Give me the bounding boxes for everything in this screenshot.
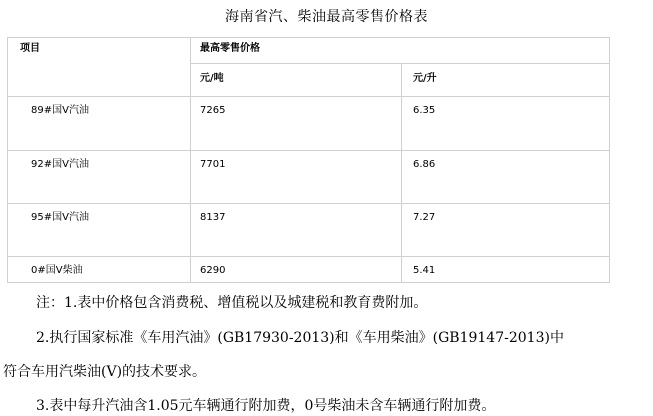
table-row-per-liter: 5.41: [413, 265, 436, 276]
table-row-per-liter: 6.86: [413, 159, 436, 170]
header-unit-ton: 元/吨: [200, 73, 224, 84]
header-price-group: 最高零售价格: [200, 43, 260, 54]
table-row-per-ton: 6290: [200, 265, 226, 276]
table-row-name: 92#国Ⅴ汽油: [31, 159, 89, 170]
note-line-4: 3.表中每升汽油含1.05元车辆通行附加费，0号柴油未含车辆通行附加费。: [36, 398, 496, 414]
table-row-name: 89#国Ⅴ汽油: [31, 105, 89, 116]
row-divider: [190, 63, 610, 64]
row-divider: [8, 150, 610, 151]
table-row-per-ton: 8137: [200, 212, 226, 223]
table-row-per-ton: 7265: [200, 105, 226, 116]
table-row-per-liter: 6.35: [413, 105, 436, 116]
note-line-3: 符合车用汽柴油(Ⅴ)的技术要求。: [3, 364, 207, 380]
note-line-1: 注：1.表中价格包含消费税、增值税以及城建税和教育费附加。: [36, 295, 428, 311]
header-item: 项目: [20, 43, 40, 54]
price-table: [7, 37, 610, 283]
row-divider: [8, 96, 610, 97]
row-divider: [8, 256, 610, 257]
table-row-per-ton: 7701: [200, 159, 226, 170]
page-title: 海南省汽、柴油最高零售价格表: [225, 9, 428, 25]
table-row-per-liter: 7.27: [413, 212, 436, 223]
table-row-name: 0#国Ⅴ柴油: [31, 265, 83, 276]
column-divider: [190, 38, 191, 283]
table-row-name: 95#国Ⅴ汽油: [31, 212, 89, 223]
header-unit-liter: 元/升: [413, 73, 437, 84]
note-line-2: 2.执行国家标准《车用汽油》(GB17930-2013)和《车用柴油》(GB19147-2013)中: [36, 330, 564, 346]
row-divider: [8, 203, 610, 204]
